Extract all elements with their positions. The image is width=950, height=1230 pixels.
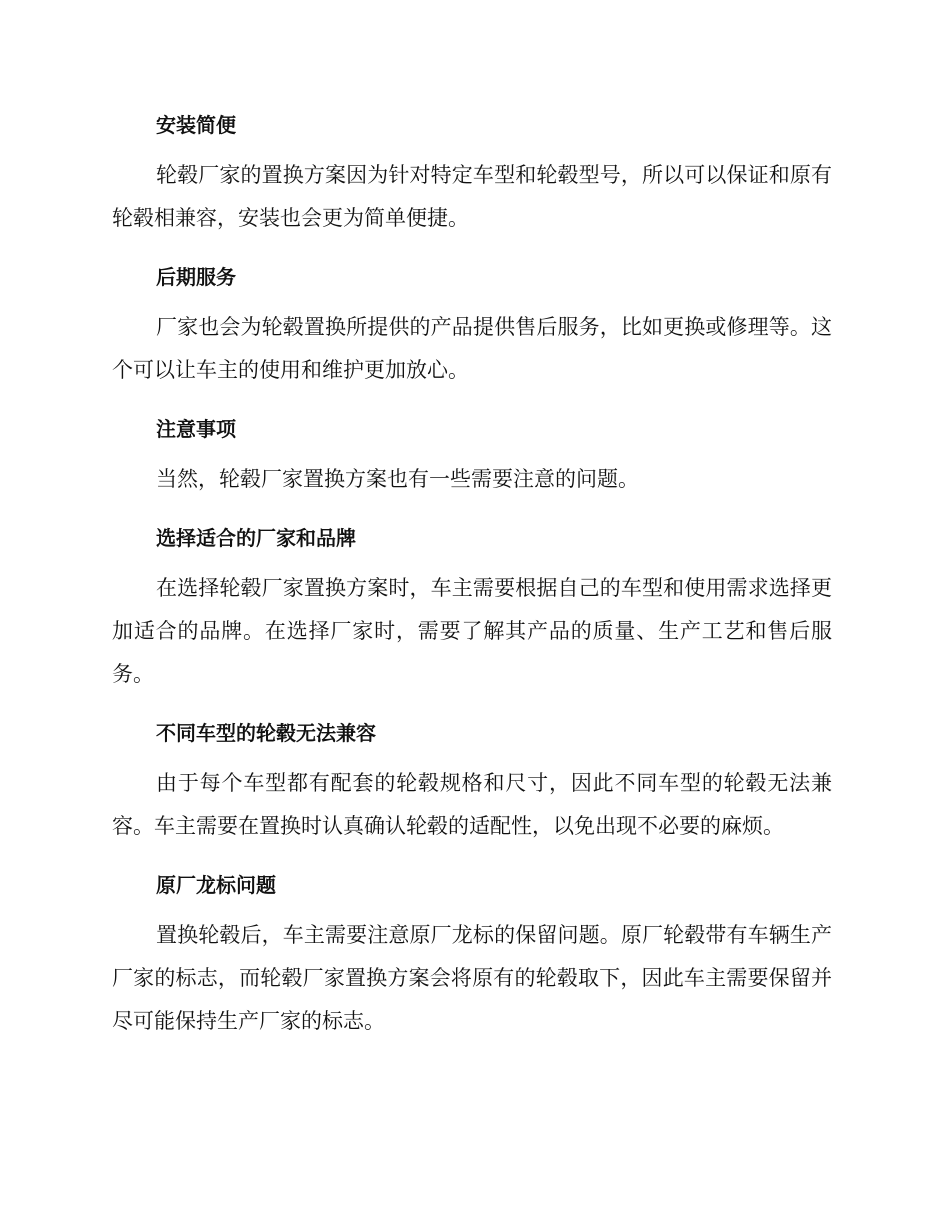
- section-heading: 后期服务: [156, 265, 236, 289]
- section-compatibility: [112, 716, 832, 848]
- section-paragraph: 由于每个车型都有配套的轮毂规格和尺寸，因此不同车型的轮毂无法兼容。车主需要在置换时认真确认轮毂的适配性，以免出现不必要的麻烦。: [112, 771, 832, 838]
- section-heading: 选择适合的厂家和品牌: [156, 526, 356, 550]
- section-paragraph: 轮毂厂家的置换方案因为针对特定车型和轮毂型号，所以可以保证和原有轮毂相兼容，安装也会更为简单便捷。: [112, 163, 832, 230]
- section-paragraph: 在选择轮毂厂家置换方案时，车主需要根据自己的车型和使用需求选择更加适合的品牌。在选择厂家时，需要了解其产品的质量、生产工艺和售后服务。: [112, 576, 832, 686]
- section-paragraph: 置换轮毂后，车主需要注意原厂龙标的保留问题。原厂轮毂带有车辆生产厂家的标志，而轮毂厂家置换方案会将原有的轮毂取下，因此车主需要保留并尽可能保持生产厂家的标志。: [112, 923, 832, 1033]
- section-after-service: [112, 260, 832, 392]
- document-page: [112, 108, 832, 1063]
- section-heading: 原厂龙标问题: [156, 873, 276, 897]
- section-choose-brand: [112, 521, 832, 696]
- section-install: [112, 108, 832, 240]
- section-logo: [112, 868, 832, 1043]
- section-notes: [112, 412, 832, 501]
- section-heading: 注意事项: [156, 417, 236, 441]
- section-heading: 不同车型的轮毂无法兼容: [156, 721, 376, 745]
- section-heading: 安装简便: [156, 113, 236, 137]
- section-paragraph: 当然，轮毂厂家置换方案也有一些需要注意的问题。: [156, 467, 639, 491]
- section-paragraph: 厂家也会为轮毂置换所提供的产品提供售后服务，比如更换或修理等。这个可以让车主的使用和维护更加放心。: [112, 315, 832, 382]
